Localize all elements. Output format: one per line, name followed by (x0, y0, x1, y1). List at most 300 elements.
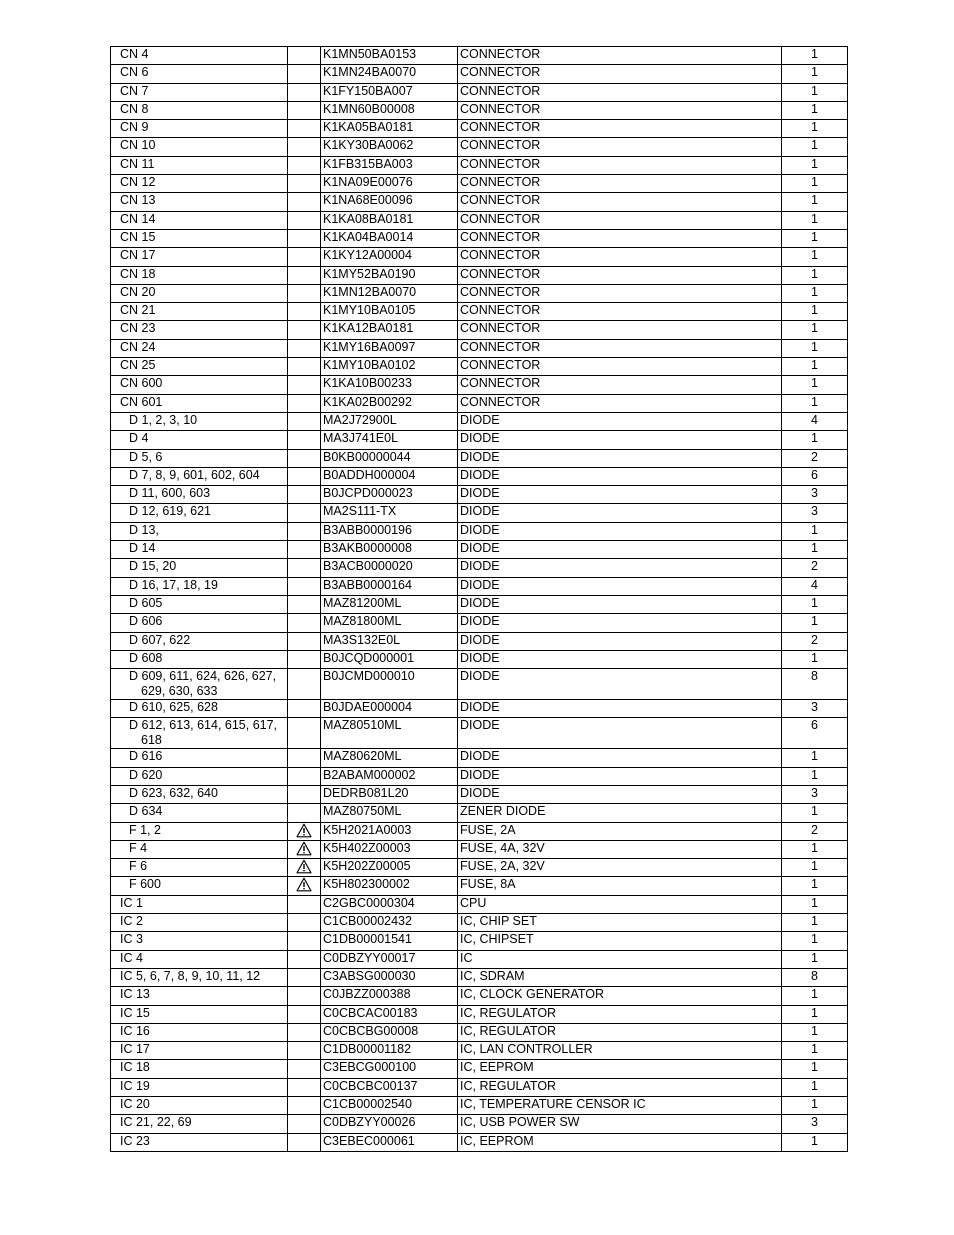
quantity-cell: 6 (782, 718, 848, 749)
part-number-cell: MA3J741E0L (321, 431, 458, 449)
safety-mark-cell (288, 1115, 321, 1133)
safety-mark-cell (288, 804, 321, 822)
quantity-cell: 6 (782, 467, 848, 485)
safety-mark-cell (288, 914, 321, 932)
safety-mark-cell (288, 718, 321, 749)
table-row (111, 1005, 848, 1023)
quantity-cell: 1 (782, 932, 848, 950)
safety-mark-cell (288, 749, 321, 767)
quantity-cell: 1 (782, 859, 848, 877)
table-row (111, 632, 848, 650)
table-row (111, 376, 848, 394)
description-cell: IC, CLOCK GENERATOR (458, 987, 782, 1005)
reference-cell (111, 412, 288, 430)
reference-text: CN 10 (120, 138, 156, 153)
part-number-cell: B0JDAE000004 (321, 700, 458, 718)
safety-mark-cell (288, 467, 321, 485)
reference-cell (111, 467, 288, 485)
safety-mark-cell (288, 504, 321, 522)
reference-cell (111, 1005, 288, 1023)
description-cell: IC, USB POWER SW (458, 1115, 782, 1133)
quantity-cell: 1 (782, 101, 848, 119)
part-number-cell: K1KY30BA0062 (321, 138, 458, 156)
quantity-cell: 1 (782, 1005, 848, 1023)
safety-mark-cell (288, 83, 321, 101)
quantity-cell: 3 (782, 1115, 848, 1133)
description-cell: CONNECTOR (458, 83, 782, 101)
safety-mark-cell (288, 156, 321, 174)
safety-mark-cell (288, 895, 321, 913)
table-row (111, 932, 848, 950)
reference-text: CN 18 (120, 266, 156, 281)
reference-text: D 5, 6 (129, 449, 163, 464)
safety-mark-cell (288, 968, 321, 986)
reference-cell (111, 358, 288, 376)
safety-mark-cell (288, 101, 321, 119)
part-number-cell: K1MN50BA0153 (321, 47, 458, 65)
table-row (111, 1078, 848, 1096)
safety-mark-cell (288, 987, 321, 1005)
table-row (111, 266, 848, 284)
reference-cell (111, 47, 288, 65)
reference-cell (111, 877, 288, 895)
table-row (111, 1115, 848, 1133)
reference-cell (111, 229, 288, 247)
reference-cell (111, 859, 288, 877)
safety-mark-cell (288, 284, 321, 302)
reference-cell (111, 376, 288, 394)
description-cell: DIODE (458, 522, 782, 540)
reference-text: IC 19 (120, 1078, 150, 1093)
reference-text: IC 18 (120, 1060, 150, 1075)
description-cell: IC, REGULATOR (458, 1078, 782, 1096)
part-number-cell: B3ABB0000164 (321, 577, 458, 595)
description-cell: DIODE (458, 749, 782, 767)
table-row (111, 175, 848, 193)
table-row (111, 120, 848, 138)
reference-text: CN 15 (120, 229, 156, 244)
reference-text: CN 13 (120, 193, 156, 208)
reference-text: CN 6 (120, 65, 149, 80)
reference-text: CN 25 (120, 358, 156, 373)
table-row (111, 840, 848, 858)
reference-continuation: 618 (141, 733, 162, 748)
table-row (111, 559, 848, 577)
reference-text: D 12, 619, 621 (129, 504, 212, 519)
description-cell: IC, TEMPERATURE CENSOR IC (458, 1097, 782, 1115)
reference-cell (111, 284, 288, 302)
table-row (111, 156, 848, 174)
quantity-cell: 1 (782, 175, 848, 193)
part-number-cell: B0JCMD000010 (321, 669, 458, 700)
reference-text: CN 24 (120, 339, 156, 354)
part-number-cell: K1MY52BA0190 (321, 266, 458, 284)
safety-mark-cell (288, 449, 321, 467)
quantity-cell: 8 (782, 968, 848, 986)
table-row (111, 914, 848, 932)
description-cell: CONNECTOR (458, 229, 782, 247)
description-cell: IC, REGULATOR (458, 1023, 782, 1041)
quantity-cell: 1 (782, 431, 848, 449)
table-row (111, 1133, 848, 1151)
reference-text: IC 13 (120, 987, 150, 1002)
description-cell: CONNECTOR (458, 120, 782, 138)
quantity-cell: 1 (782, 65, 848, 83)
description-cell: DIODE (458, 559, 782, 577)
part-number-cell: C1DB00001541 (321, 932, 458, 950)
warning-triangle-icon (296, 841, 312, 856)
safety-mark-cell (288, 650, 321, 668)
reference-text: CN 12 (120, 175, 156, 190)
part-number-cell: K1NA09E00076 (321, 175, 458, 193)
part-number-cell: MA3S132E0L (321, 632, 458, 650)
part-number-cell: B0JCQD000001 (321, 650, 458, 668)
reference-text: D 612, 613, 614, 615, 617, (129, 718, 278, 733)
part-number-cell: B0KB00000044 (321, 449, 458, 467)
reference-text: IC 17 (120, 1042, 150, 1057)
reference-text: D 16, 17, 18, 19 (129, 577, 218, 592)
reference-text: IC 3 (120, 932, 143, 947)
reference-cell (111, 650, 288, 668)
table-row (111, 211, 848, 229)
quantity-cell: 1 (782, 749, 848, 767)
quantity-cell: 1 (782, 950, 848, 968)
table-row (111, 321, 848, 339)
reference-cell (111, 175, 288, 193)
description-cell: IC, SDRAM (458, 968, 782, 986)
quantity-cell: 1 (782, 303, 848, 321)
description-cell: CONNECTOR (458, 47, 782, 65)
quantity-cell: 1 (782, 541, 848, 559)
description-cell: CONNECTOR (458, 376, 782, 394)
reference-cell (111, 504, 288, 522)
description-cell: CONNECTOR (458, 394, 782, 412)
table-row (111, 394, 848, 412)
safety-mark-cell (288, 486, 321, 504)
part-number-cell: DEDRB081L20 (321, 785, 458, 803)
reference-text: IC 16 (120, 1023, 150, 1038)
safety-mark-cell (288, 632, 321, 650)
description-cell: CONNECTOR (458, 266, 782, 284)
reference-cell (111, 83, 288, 101)
part-number-cell: K5H202Z00005 (321, 859, 458, 877)
quantity-cell: 1 (782, 522, 848, 540)
description-cell: FUSE, 2A (458, 822, 782, 840)
table-row (111, 700, 848, 718)
safety-mark-cell (288, 1078, 321, 1096)
reference-cell (111, 266, 288, 284)
quantity-cell: 1 (782, 193, 848, 211)
quantity-cell: 3 (782, 700, 848, 718)
reference-text: CN 8 (120, 101, 149, 116)
reference-text: D 11, 600, 603 (129, 486, 211, 501)
part-number-cell: K1MN60B00008 (321, 101, 458, 119)
table-row (111, 541, 848, 559)
quantity-cell: 3 (782, 486, 848, 504)
reference-cell (111, 486, 288, 504)
description-cell: FUSE, 2A, 32V (458, 859, 782, 877)
part-number-cell: K1KA04BA0014 (321, 229, 458, 247)
reference-cell (111, 394, 288, 412)
reference-cell (111, 559, 288, 577)
reference-cell (111, 339, 288, 357)
description-cell: DIODE (458, 504, 782, 522)
part-number-cell: C0CBCAC00183 (321, 1005, 458, 1023)
part-number-cell: K5H402Z00003 (321, 840, 458, 858)
quantity-cell: 4 (782, 577, 848, 595)
reference-text: D 605 (129, 595, 163, 610)
reference-text: F 600 (129, 877, 161, 892)
description-cell: IC, CHIP SET (458, 914, 782, 932)
reference-cell (111, 138, 288, 156)
description-cell: DIODE (458, 595, 782, 613)
reference-text: D 606 (129, 614, 163, 629)
safety-mark-cell (288, 1060, 321, 1078)
description-cell: DIODE (458, 614, 782, 632)
reference-text: D 13, (129, 522, 159, 537)
quantity-cell: 1 (782, 120, 848, 138)
part-number-cell: B0JCPD000023 (321, 486, 458, 504)
reference-cell (111, 785, 288, 803)
reference-text: IC 4 (120, 950, 143, 965)
reference-cell (111, 767, 288, 785)
reference-cell (111, 248, 288, 266)
description-cell: CONNECTOR (458, 138, 782, 156)
safety-mark-cell (288, 175, 321, 193)
part-number-cell: MA2J72900L (321, 412, 458, 430)
part-number-cell: K5H802300002 (321, 877, 458, 895)
reference-cell (111, 840, 288, 858)
table-row (111, 449, 848, 467)
description-cell: CONNECTOR (458, 193, 782, 211)
quantity-cell: 1 (782, 987, 848, 1005)
table-row (111, 431, 848, 449)
safety-mark-cell (288, 229, 321, 247)
reference-text: CN 17 (120, 248, 156, 263)
safety-mark-cell (288, 614, 321, 632)
part-number-cell: MAZ80620ML (321, 749, 458, 767)
part-number-cell: C0DBZYY00026 (321, 1115, 458, 1133)
reference-cell (111, 1042, 288, 1060)
part-number-cell: K1FY150BA007 (321, 83, 458, 101)
safety-mark-cell (288, 47, 321, 65)
reference-cell (111, 1133, 288, 1151)
table-row (111, 785, 848, 803)
table-row (111, 138, 848, 156)
part-number-cell: MAZ80750ML (321, 804, 458, 822)
reference-cell (111, 614, 288, 632)
table-row (111, 47, 848, 65)
quantity-cell: 1 (782, 1023, 848, 1041)
quantity-cell: 1 (782, 840, 848, 858)
reference-cell (111, 303, 288, 321)
part-number-cell: K1KA08BA0181 (321, 211, 458, 229)
reference-text: D 623, 632, 640 (129, 785, 218, 800)
table-row (111, 650, 848, 668)
reference-text: D 4 (129, 431, 149, 446)
description-cell: DIODE (458, 486, 782, 504)
quantity-cell: 3 (782, 785, 848, 803)
reference-text: IC 5, 6, 7, 8, 9, 10, 11, 12 (120, 968, 261, 983)
safety-mark-cell (288, 1005, 321, 1023)
safety-mark-cell (288, 785, 321, 803)
description-cell: FUSE, 4A, 32V (458, 840, 782, 858)
quantity-cell: 2 (782, 822, 848, 840)
description-cell: FUSE, 8A (458, 877, 782, 895)
reference-cell (111, 1060, 288, 1078)
part-number-cell: C3EBEC000061 (321, 1133, 458, 1151)
part-number-cell: C1CB00002432 (321, 914, 458, 932)
parts-list-body (111, 47, 848, 1152)
table-row (111, 504, 848, 522)
reference-cell (111, 120, 288, 138)
part-number-cell: C0JBZZ000388 (321, 987, 458, 1005)
reference-text: IC 20 (120, 1097, 150, 1112)
warning-triangle-icon (296, 823, 312, 838)
quantity-cell: 1 (782, 376, 848, 394)
reference-text: IC 15 (120, 1005, 150, 1020)
quantity-cell: 1 (782, 83, 848, 101)
table-row (111, 987, 848, 1005)
part-number-cell: K1MY10BA0102 (321, 358, 458, 376)
safety-mark-cell (288, 669, 321, 700)
safety-mark-cell (288, 822, 321, 840)
reference-text: IC 2 (120, 914, 143, 929)
part-number-cell: K1KA02B00292 (321, 394, 458, 412)
reference-text: D 610, 625, 628 (129, 700, 218, 715)
part-number-cell: C0CBCBC00137 (321, 1078, 458, 1096)
table-row (111, 669, 848, 700)
safety-mark-cell (288, 767, 321, 785)
part-number-cell: K1MY16BA0097 (321, 339, 458, 357)
safety-mark-cell (288, 376, 321, 394)
table-row (111, 859, 848, 877)
description-cell: CONNECTOR (458, 284, 782, 302)
table-row (111, 950, 848, 968)
part-number-cell: MAZ81200ML (321, 595, 458, 613)
reference-text: D 634 (129, 804, 163, 819)
description-cell: CONNECTOR (458, 65, 782, 83)
table-row (111, 284, 848, 302)
table-row (111, 467, 848, 485)
description-cell: DIODE (458, 650, 782, 668)
description-cell: DIODE (458, 541, 782, 559)
quantity-cell: 1 (782, 1097, 848, 1115)
reference-cell (111, 1097, 288, 1115)
table-row (111, 804, 848, 822)
quantity-cell: 4 (782, 412, 848, 430)
quantity-cell: 3 (782, 504, 848, 522)
safety-mark-cell (288, 358, 321, 376)
part-number-cell: C2GBC0000304 (321, 895, 458, 913)
safety-mark-cell (288, 303, 321, 321)
description-cell: DIODE (458, 449, 782, 467)
reference-cell (111, 669, 288, 700)
table-row (111, 577, 848, 595)
reference-cell (111, 193, 288, 211)
safety-mark-cell (288, 877, 321, 895)
reference-text: D 1, 2, 3, 10 (129, 412, 198, 427)
safety-mark-cell (288, 1133, 321, 1151)
reference-text: D 14 (129, 541, 156, 556)
safety-mark-cell (288, 595, 321, 613)
quantity-cell: 1 (782, 1078, 848, 1096)
part-number-cell: K1KY12A00004 (321, 248, 458, 266)
safety-mark-cell (288, 248, 321, 266)
table-row (111, 1060, 848, 1078)
reference-cell (111, 700, 288, 718)
safety-mark-cell (288, 266, 321, 284)
description-cell: DIODE (458, 785, 782, 803)
description-cell: CONNECTOR (458, 339, 782, 357)
safety-mark-cell (288, 1097, 321, 1115)
description-cell: DIODE (458, 767, 782, 785)
quantity-cell: 1 (782, 248, 848, 266)
part-number-cell: K1KA12BA0181 (321, 321, 458, 339)
reference-text: D 616 (129, 749, 163, 764)
quantity-cell: 1 (782, 47, 848, 65)
reference-text: D 620 (129, 767, 163, 782)
quantity-cell: 1 (782, 211, 848, 229)
reference-cell (111, 968, 288, 986)
quantity-cell: 1 (782, 138, 848, 156)
reference-cell (111, 1023, 288, 1041)
description-cell: CONNECTOR (458, 321, 782, 339)
quantity-cell: 1 (782, 895, 848, 913)
description-cell: IC, EEPROM (458, 1133, 782, 1151)
reference-text: D 607, 622 (129, 632, 191, 647)
safety-mark-cell (288, 1023, 321, 1041)
reference-cell (111, 718, 288, 749)
part-number-cell: K1FB315BA003 (321, 156, 458, 174)
safety-mark-cell (288, 559, 321, 577)
reference-text: IC 23 (120, 1133, 150, 1148)
parts-list-table (110, 46, 848, 1152)
quantity-cell: 1 (782, 394, 848, 412)
quantity-cell: 1 (782, 1042, 848, 1060)
description-cell: IC, LAN CONTROLLER (458, 1042, 782, 1060)
reference-cell (111, 211, 288, 229)
table-row (111, 877, 848, 895)
part-number-cell: B0ADDH000004 (321, 467, 458, 485)
part-number-cell: B3ACB0000020 (321, 559, 458, 577)
safety-mark-cell (288, 339, 321, 357)
table-row (111, 749, 848, 767)
reference-text: CN 21 (120, 303, 156, 318)
part-number-cell: K1KA05BA0181 (321, 120, 458, 138)
safety-mark-cell (288, 840, 321, 858)
reference-cell (111, 987, 288, 1005)
table-row (111, 614, 848, 632)
reference-cell (111, 595, 288, 613)
table-row (111, 248, 848, 266)
table-row (111, 101, 848, 119)
reference-text: CN 9 (120, 120, 149, 135)
description-cell: DIODE (458, 412, 782, 430)
quantity-cell: 2 (782, 449, 848, 467)
table-row (111, 595, 848, 613)
reference-cell (111, 522, 288, 540)
table-row (111, 895, 848, 913)
description-cell: IC, EEPROM (458, 1060, 782, 1078)
description-cell: CONNECTOR (458, 248, 782, 266)
reference-cell (111, 932, 288, 950)
table-row (111, 412, 848, 430)
description-cell: CONNECTOR (458, 358, 782, 376)
reference-cell (111, 822, 288, 840)
part-number-cell: C3EBCG000100 (321, 1060, 458, 1078)
quantity-cell: 2 (782, 559, 848, 577)
